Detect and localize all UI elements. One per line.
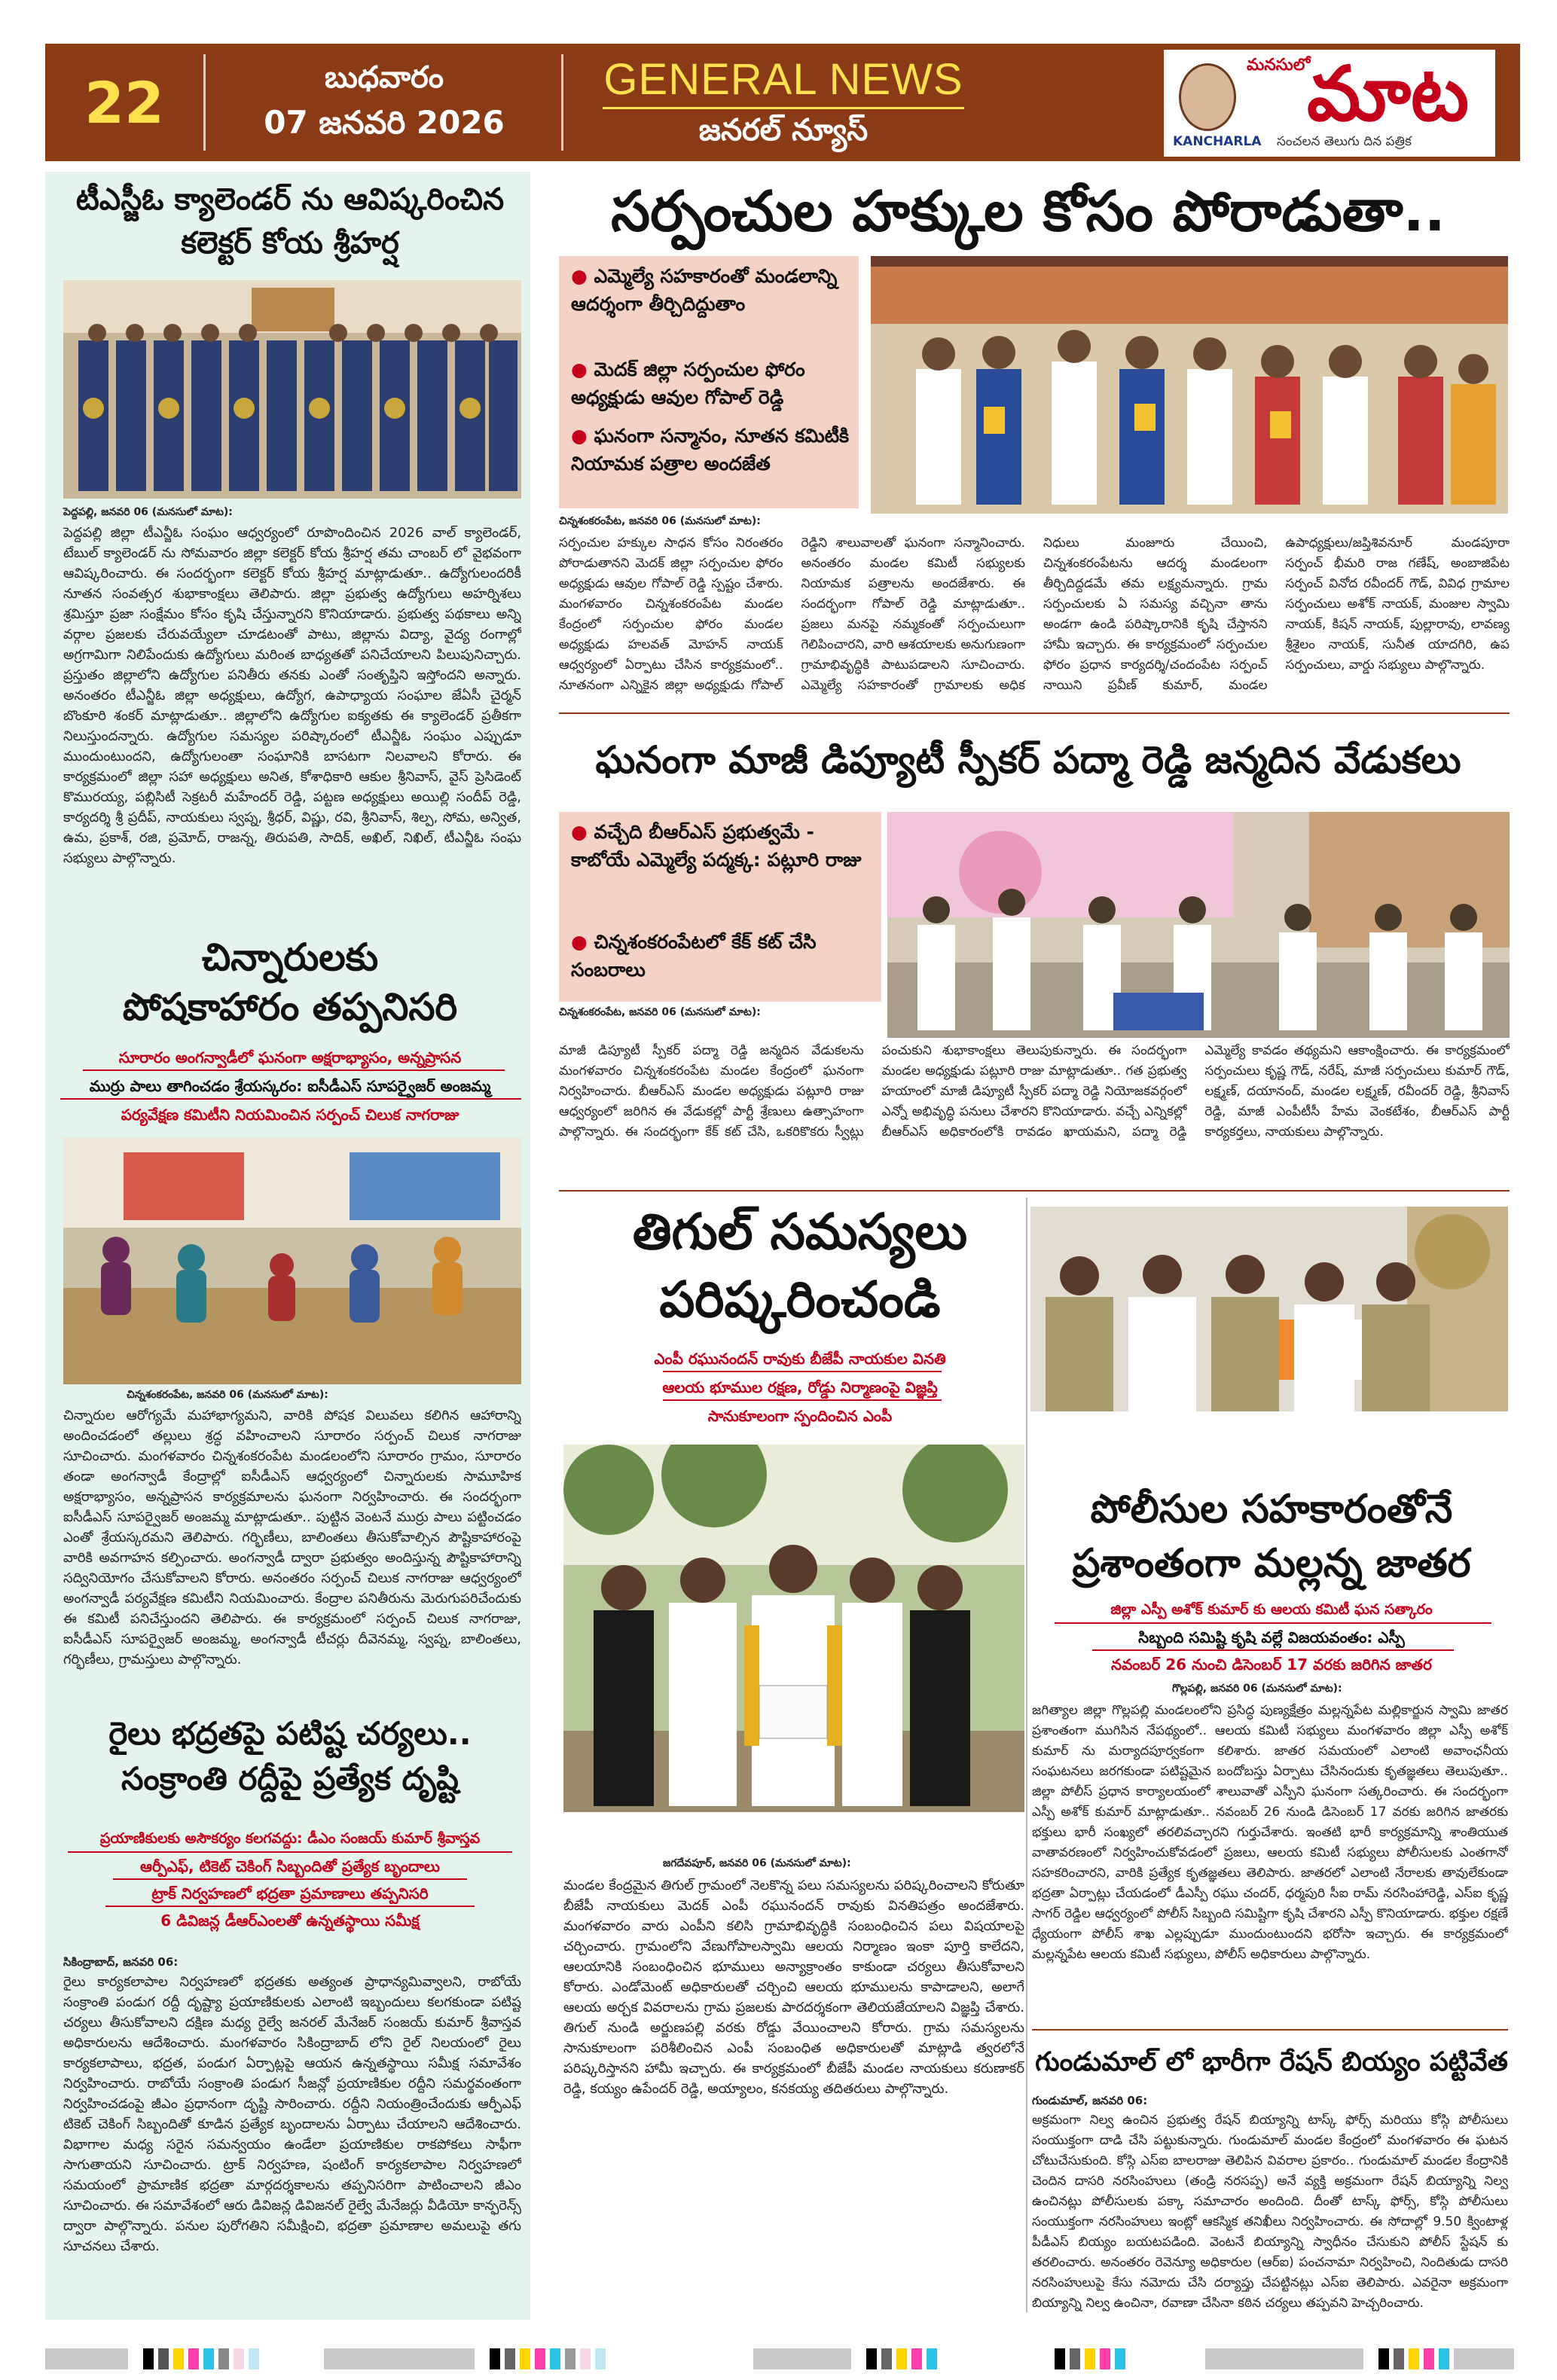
jatara-sub-2: సిబ్బంది సమిష్టి కృషి వల్లే విజయవంతం: ఎస్పీ xyxy=(1138,1628,1405,1646)
print-color-bar xyxy=(188,2348,199,2369)
print-color-bar xyxy=(203,2348,214,2369)
tigul-photo xyxy=(563,1445,1024,1812)
tigul-sub-underline xyxy=(663,1399,942,1401)
jatara-sub-underline xyxy=(1092,1649,1454,1651)
print-color-bar xyxy=(234,2348,244,2369)
print-color-bar xyxy=(1378,2348,1389,2369)
print-color-bar xyxy=(881,2348,892,2369)
header-date: 07 జనవరి 2026 xyxy=(264,104,505,141)
article-divider xyxy=(559,712,1510,714)
print-color-bar xyxy=(866,2348,877,2369)
print-color-bar xyxy=(595,2348,606,2369)
tigul-headline-2: పరిష్కరించండి xyxy=(659,1271,941,1329)
print-color-bar xyxy=(927,2348,937,2369)
print-color-bar xyxy=(45,2348,128,2369)
nutrition-body: చిన్నారుల ఆరోగ్యమే మహాభాగ్యమని, వారికి పోషక విలువలు కలిగిన ఆహారాన్ని అందించడంలో తల్లులు శ్రద్ధ వహించాలని సూరారం సర్పంచ్ చిలుక నాగరాజు సూచించారు. మంగళవారం చిన్నశంకరంపేట మండలంలోని సూరారం గ్రామం, సూరారం తండా అంగన్వాడీ కేంద్రాల్లో ఐసీడీఎస్ ఆధ్వర్యంలో చిన్నారులకు సామూహిక అక్షరాభ్యాసం, అన్నప్రాసన కార్యక్రమాలను ఘనంగా నిర్వహించారు. ఈ సందర్భంగా ఐసీడీఎస్ సూపర్వైజర్ అంజమ్మ మాట్లాడుతూ.. పుట్టిన వెంటనే ముర్రు పాలు పట్టించడం ఎంతో శ్రేయస్కరమని తెలిపారు. గర్భిణీలు, బాలింతలు తీసుకోవాల్సిన పౌష్టికాహారంపై వారికి అవగాహన కల్పించారు. అంగన్వాడీ ద్వారా ప్రభుత్వం అందిస్తున్న పౌష్టికాహారాన్ని సద్వినియోగం చేసుకోవాలని కోరారు. అనంతరం సర్పంచ్ చిలుక నాగరాజు ఆధ్వర్యంలో అంగన్వాడీ పర్యవేక్షణ కమిటీని నియమించారు. కేంద్రాల పనితీరును మెరుగుపరిచేందుకు ఈ కమిటీ పనిచేస్తుందని తెలిపారు. ఈ కార్యక్రమంలో సర్పంచ్ చిలుక నాగరాజు, ఐసీడీఎస్ సూపర్వైజర్ అంజమ్మ, అంగన్వాడీ టీచర్లు దీవెనమ్మ, స్వప్న, బాలింతలు, గర్భిణీలు, గ్రామస్తులు పాల్గొన్నారు. xyxy=(63,1408,521,1668)
nutrition-sub-1: సూరారం అంగన్వాడీలో ఘనంగా అక్షరాభ్యాసం, అన్నప్రాసన xyxy=(118,1048,462,1066)
logo-small-text: మనసులో xyxy=(1247,56,1311,75)
print-color-bar xyxy=(143,2348,154,2369)
padma-photo xyxy=(887,812,1510,1038)
rail-headline-1: రైలు భద్రతపై పటిష్ట చర్యలు.. xyxy=(108,1715,472,1752)
logo-name: మాట xyxy=(1307,50,1470,138)
print-color-bar xyxy=(1070,2348,1080,2369)
print-color-bar xyxy=(1205,2348,1363,2369)
sarpanch-bullet: ● మెదక్ జిల్లా సర్పంచుల ఫోరం అధ్యక్షుడు ఆవుల గోపాల్ రెడ్డి xyxy=(571,359,805,408)
nutrition-sub-underline xyxy=(60,1098,521,1100)
logo-portrait xyxy=(1179,63,1236,131)
print-color-bar xyxy=(249,2348,259,2369)
tsgo-photo xyxy=(63,280,521,499)
print-color-bar xyxy=(550,2348,560,2369)
rail-sub-1: ప్రయాణికులకు అసౌకర్యం కలగవద్దు: డీఎం సంజయ్ కుమార్ శ్రీవాస్తవ xyxy=(99,1830,481,1847)
sarpanch-bullet: ● ఎమ్మెల్యే సహకారంతో మండలాన్ని ఆదర్శంగా తీర్చిదిద్దుతాం xyxy=(571,265,838,315)
nutrition-sub-2: ముర్రు పాలు తాగించడం శ్రేయస్కరం: ఐసీడీఎస్ సూపర్వైజర్ అంజమ్మ xyxy=(89,1077,491,1095)
print-color-bar xyxy=(1085,2348,1095,2369)
rail-sub-4: 6 డివిజన్ల డీఆర్ఎంలతో ఉన్నతస్థాయి సమీక్ష xyxy=(160,1912,420,1930)
print-color-bar xyxy=(911,2348,922,2369)
print-color-bar xyxy=(535,2348,545,2369)
print-color-bar xyxy=(1394,2348,1404,2369)
article-divider xyxy=(559,1190,1510,1192)
section-title-te: జనరల్ న్యూస్ xyxy=(698,113,869,148)
sarpanch-bullet: ● ఘనంగా సన్మానం, నూతన కమిటీకి నియామక పత్రాల అందజేత xyxy=(571,425,850,474)
jatara-headline-1: పోలీసుల సహకారంతోనే xyxy=(1090,1487,1453,1532)
header-day: బుధవారం xyxy=(325,60,444,95)
print-color-bar xyxy=(1409,2348,1419,2369)
nutrition-dateline: చిన్నశంకరంపేట, జనవరి 06 (మనసులో మాట): xyxy=(127,1389,328,1401)
jatara-sub-3: నవంబర్ 26 నుంచి డిసెంబర్ 17 వరకు జరిగిన జాతర xyxy=(1111,1655,1432,1674)
logo-brand: KANCHARLA xyxy=(1173,134,1262,149)
print-color-bar xyxy=(158,2348,169,2369)
rail-sub-underline xyxy=(68,1851,512,1853)
ration-headline: గుండుమాల్ లో భారీగా రేషన్ బియ్యం పట్టివేత xyxy=(1035,2047,1508,2077)
jatara-dateline: గొల్లపల్లి, జనవరి 06 (మనసులో మాట): xyxy=(1172,1683,1342,1695)
print-color-bar xyxy=(490,2348,500,2369)
sarpanch-body: సర్పంచుల హక్కుల సాధన కోసం నిరంతరం పోరాడుతానని మెదక్ జిల్లా సర్పంచుల ఫోరం అధ్యక్షుడు ఆవుల గోపాల్ రెడ్డి స్పష్టం చేశారు. మంగళవారం చిన్నశంకరంపేట మండల కేంద్రంలో సర్పంచుల ఫోరం మండల అధ్యక్షుడు హలవత్ మోహన్ నాయక్ ఆధ్వర్యంలో ఏర్పాటు చేసిన కార్యక్రమంలో.. నూతనంగా ఎన్నికైన జిల్లా అధ్యక్షుడు గోపాల్ రెడ్డిని శాలువాలతో ఘనంగా సన్మానించారు. అనంతరం మండల కమిటీ సభ్యులకు నియామక పత్రాలను అందజేశారు. ఈ సందర్భంగా గోపాల్ రెడ్డి మాట్లాడుతూ.. ప్రజలు మనపై నమ్మకంతో సర్పంచులుగా గెలిపించారని, వారి ఆశయాలకు అనుగుణంగా గ్రామాభివృద్ధికి పాటుపడాలని సూచించారు. ఎమ్మెల్యే సహకారంతో గ్రామాలకు అధిక నిధులు మంజూరు చేయించి, చిన్నశంకరంపేటను ఆదర్శ మండలంగా తీర్చిదిద్దడమే తమ లక్ష్యమన్నారు. గ్రామ సర్పంచులకు ఏ సమస్య వచ్చినా తాను అండగా ఉండి పరిష్కారానికి కృషి చేస్తానని హామీ ఇచ్చారు. ఈ కార్యక్రమంలో సర్పంచుల ఫోరం ప్రధాన కార్యదర్శి/చందంపేట సర్పంచ్ నాయిని ప్రవీణ్ కుమార్, మండల ఉపాధ్యక్షులు/జప్తిశివనూర్ మండపూరా సర్పంచ్ భీమరి రాజ గణేష్, అంబాజిపేట సర్పంచ్ వినోద రవీందర్ గౌడ్, వివిధ గ్రామాల సర్పంచులు అశోక్ నాయక్, మంజుల స్వామి నాయక్, కిషన్ నాయక్, పుల్లారావు, లావణ్య శ్రీశైలం నాయక్, సునీత యాదగిరి, ఉప సర్పంచులు, వార్డు సభ్యులు పాల్గొన్నారు. xyxy=(559,536,1510,693)
tigul-sub-2: ఆలయ భూముల రక్షణ, రోడ్డు నిర్మాణంపై విజ్ఞప్తి xyxy=(662,1378,938,1396)
rail-sub-underline xyxy=(105,1906,475,1907)
ration-body: అక్రమంగా నిల్వ ఉంచిన ప్రభుత్వ రేషన్ బియ్యాన్ని టాస్క్ ఫోర్స్ మరియు కోస్గి పోలీసులు సంయుక్తంగా దాడి చేసి పట్టుకున్నారు. గుండుమాల్ మండల కేంద్రంలో మంగళవారం ఈ ఘటన చోటుచేసుకుంది. కోస్గి ఎస్ఐ బాలరాజు తెలిపిన వివరాల ప్రకారం.. గుండుమాల్ మండల కేంద్రానికి చెందిన దాసరి నరసింహులు (తండ్రి నరసప్ప) అనే వ్యక్తి అక్రమంగా రేషన్ బియ్యాన్ని నిల్వ ఉంచినట్లు పోలీసులకు పక్కా సమాచారం అందింది. దీంతో టాస్క్ ఫోర్స్, కోస్గి పోలీసులు సంయుక్తంగా నరసింహులు ఇంట్లో ఆకస్మిక తనిఖీలు నిర్వహించారు. ఈ సోదాల్లో 9.50 క్వింటాళ్ల పీడీఎస్ బియ్యం బయటపడింది. వెంటనే బియ్యాన్ని స్వాధీనం చేసుకుని పోలీస్ స్టేషన్ కు తరలించారు. అనంతరం రెవెన్యూ అధికారుల (ఆర్ఐ) పంచనామా నిర్వహించి, నిందితుడు దాసరి నరసింహులుపై కేసు నమోదు చేసి దర్యాప్తు చేపట్టినట్లు ఎస్ఐ తెలిపారు. ఎవరైనా అక్రమంగా బియ్యాన్ని నిల్వ ఉంచినా, రవాణా చేసినా కఠిన చర్యలు తప్పవని హెచ్చరించారు. xyxy=(1032,2113,1508,2311)
print-color-bar xyxy=(324,2348,475,2369)
print-color-bar xyxy=(1055,2348,1065,2369)
rail-dateline: సికింద్రాబాద్, జనవరి 06: xyxy=(63,1955,179,1969)
rail-sub-3: ట్రాక్ నిర్వహణలో భద్రతా ప్రమాణాలు తప్పనిసరి xyxy=(151,1884,429,1902)
rail-body: రైలు కార్యకలాపాల నిర్వహణలో భద్రతకు అత్యంత ప్రాధాన్యమివ్వాలని, రాబోయే సంక్రాంతి పండుగ రద్దీ దృష్ట్యా ప్రయాణికులకు ఎలాంటి ఇబ్బందులు కలగకుండా పటిష్ట చర్యలు తీసుకోవాలని దక్షిణ మధ్య రైల్వే జనరల్ మేనేజర్ సంజయ్ కుమార్ శ్రీవాస్తవ అధికారులను ఆదేశించారు. మంగళవారం సికింద్రాబాద్ లోని రైల్ నిలయంలో రైలు కార్యకలాపాలు, భద్రత, పండుగ ఏర్పాట్లపై ఆయన ఉన్నతస్థాయి సమీక్ష సమావేశం నిర్వహించారు. రాబోయే సంక్రాంతి పండుగ సీజన్లో ప్రయాణికుల రద్దీని సమర్థవంతంగా నిర్వహించడంపై జీఎం ప్రధానంగా దృష్టి సారించారు. రద్దీని నియంత్రించేందుకు ఆర్పీఎఫ్ టికెట్ చెకింగ్ సిబ్బందితో కూడిన ప్రత్యేక బృందాలను ఏర్పాటు చేయాలని ఆదేశించారు. విభాగాల మధ్య సరైన సమన్వయం ఉండేలా ప్రయాణికుల రాకపోకలు సాఫీగా సాగుతాయని సూచించారు. ట్రాక్ నిర్వహణ, షంటింగ్ కార్యకలాపాల నిర్వహణలో సమయంలో ప్రామాణిక భద్రతా మార్గదర్శకాలను తప్పనిసరిగా పాటించాలని జీఎం సూచించారు. ఈ సమావేశంలో ఆరు డివిజన్ల డివిజనల్ రైల్వే మేనేజర్లు వీడియో కాన్ఫరెన్స్ ద్వారా పాల్గొన్నారు. పనుల పురోగతిని సమీక్షించి, భద్రతా ప్రమాణాల అమలుపై తగు సూచనలు చేశారు. xyxy=(63,1974,521,2254)
print-color-bar xyxy=(1439,2348,1449,2369)
page-number: 22 xyxy=(84,69,164,136)
header-divider xyxy=(561,54,563,151)
tigul-sub-underline xyxy=(663,1371,942,1372)
print-color-bar xyxy=(1100,2348,1110,2369)
sarpanch-headline: సర్పంచుల హక్కుల కోసం పోరాడుతా.. xyxy=(611,179,1446,244)
print-color-bar xyxy=(580,2348,591,2369)
sarpanch-dateline: చిన్నశంకరంపేట, జనవరి 06 (మనసులో మాట): xyxy=(559,515,761,527)
section-title-en: GENERAL NEWS xyxy=(603,55,963,104)
column-rule xyxy=(1026,1198,1027,2312)
nutrition-photo xyxy=(63,1137,521,1384)
jatara-sub-underline xyxy=(1055,1622,1491,1624)
nutrition-headline-1: చిన్నారులకు xyxy=(201,935,379,979)
logo-tagline: సంచలన తెలుగు దిన పత్రిక xyxy=(1277,134,1412,149)
jatara-sub-1: జిల్లా ఎస్పీ అశోక్ కుమార్ కు ఆలయ కమిటీ ఘన సత్కారం xyxy=(1110,1601,1433,1618)
padma-headline: ఘనంగా మాజీ డిప్యూటీ స్పీకర్ పద్మా రెడ్డి జన్మదిన వేడుకలు xyxy=(595,738,1461,782)
tsgo-body: పెద్దపల్లి జిల్లా టీఎన్జీఓ సంఘం ఆధ్వర్యంలో రూపొందించిన 2026 వాల్ క్యాలెండర్, టేబుల్ క్యాలెండర్ ను సోమవారం జిల్లా కలెక్టర్ కోయ శ్రీహర్ష తమ చాంబర్ లో వైభవంగా ఆవిష్కరించారు. ఈ సందర్భంగా కలెక్టర్ కోయ శ్రీహర్ష మాట్లాడుతూ.. ఉద్యోగులందరికీ నూతన సంవత్సర శుభాకాంక్షలు తెలిపారు. జిల్లా ప్రభుత్వ ఉద్యోగులు అహర్నిశలు శ్రమిస్తూ ప్రజా సంక్షేమం కోసం కృషి చేస్తున్నారని కొనియాడారు. ప్రభుత్వ పథకాలు అన్ని వర్గాల ప్రజలకు చేరువయ్యేలా చూడటంతో పాటు, జిల్లాను విద్యా, వైద్య రంగాల్లో అగ్రగామిగా నిలిపేందుకు ఉద్యోగులు మరింత బాధ్యతతో పనిచేయాలని పిలుపునిచ్చారు. ప్రస్తుతం జిల్లాలోని ఉద్యోగుల పనితీరు తనకు ఎంతో సంతృప్తిని ఇస్తోందని అన్నారు. అనంతరం టీఎన్జీఓ జిల్లా అధ్యక్షులు, ఉద్యోగ, ఉపాధ్యాయ సంఘాల జేఏసీ చైర్మన్ బొంకూరి శంకర్ మాట్లాడుతూ.. జిల్లాలోని ఉద్యోగుల ఐక్యతకు ఈ క్యాలెండర్ ప్రతీకగా నిలుస్తుందన్నారు. ఉద్యోగుల సమస్యల పరిష్కారంలో టీఎన్జీఓ సంఘం ఎప్పుడూ ముందుంటుందని, ఉద్యోగులంతా సంఘానికి బాసటగా నిలవాలని కోరారు. ఈ కార్యక్రమంలో జిల్లా సహా అధ్యక్షులు అనిత, కోశాధికారి ఆకుల శ్రీనివాస్, వైస్ ప్రెసిడెంట్ కొమురయ్య, పబ్లిసిటీ సెక్రటరీ మహేందర్ రెడ్డి, పట్టణ అధ్యక్షులు అయిల్లి సందీప్ రెడ్డి, కార్యదర్శి శ్రీ ప్రదీప్, నాయకులు స్వప్న, శ్రీధర్, విష్ణు, రవి, శ్రీనివాస్, శిల్ప, సోమ, అన్విత, ఉమ, ప్రకాశ్, రజి, ప్రమోద్, రాజన్న, తిరుపతి, సాదిక్, అఖిల్, నిఖిల్, టీఎన్జీఓ సంఘ సభ్యులు పాల్గొన్నారు. xyxy=(63,525,521,866)
print-color-bar xyxy=(218,2348,229,2369)
tigul-sub-3: సానుకూలంగా స్పందించిన ఎంపీ xyxy=(707,1407,893,1425)
rail-sub-2: ఆర్పీఎఫ్, టికెట్ చెకింగ్ సిబ్బందితో ప్రత్యేక బృందాలు xyxy=(140,1857,440,1875)
tigul-body: మండల కేంద్రమైన తిగుల్ గ్రామంలో నెలకొన్న పలు సమస్యలను పరిష్కరించాలని కోరుతూ బీజేపీ నాయకులు మెదక్ ఎంపీ రఘునందన్ రావుకు వినతిపత్రం అందజేశారు. మంగళవారం వారు ఎంపీని కలిసి గ్రామాభివృద్ధికి సంబంధించిన పలు విషయాలపై చర్చించారు. గ్రామంలోని వేణుగోపాలస్వామి ఆలయ నిర్మాణం ఇంకా పూర్తి కాలేదని, ఆలయానికి సంబంధించిన భూములు అన్యాక్రాంతం కాకుండా చర్యలు తీసుకోవాలని కోరారు. ఎండోమెంట్ అధికారులతో చర్చించి ఆలయ భూములను కాపాడాలని, అలాగే ఆలయ అర్చక వివరాలను గ్రామ ప్రజలకు పారదర్శకంగా తెలియజేయాలని విజ్ఞప్తి చేశారు. తిగుల్ నుండి అర్జుణపల్లి వరకు రోడ్డు వేయించాలని కోరారు. గ్రామ సమస్యలను సానుకూలంగా పరిశీలించిన ఎంపీ సంబంధిత అధికారులతో మాట్లాడి త్వరలోనే పరిష్కరిస్తానని హామీ ఇచ్చారు. ఈ కార్యక్రమంలో బీజేపీ మండల నాయకులు కరుణాకర్ రెడ్డి, కయ్యం ఉపేందర్ రెడ్డి, అయ్యాలం, కనకయ్య తదితరులు పాల్గొన్నారు. xyxy=(563,1878,1024,2097)
nutrition-sub-underline xyxy=(83,1069,505,1071)
print-color-bar xyxy=(505,2348,515,2369)
rail-headline-2: సంక్రాంతి రద్దీపై ప్రత్యేక దృష్టి xyxy=(121,1760,459,1797)
jatara-body: జగిత్యాల జిల్లా గొల్లపల్లి మండలంలోని ప్రసిద్ధ పుణ్యక్షేత్రం మల్లన్నపేట మల్లికార్జున స్వామి జాతర ప్రశాంతంగా ముగిసిన నేపథ్యంలో.. ఆలయ కమిటీ సభ్యులు మంగళవారం జిల్లా ఎస్పీ అశోక్ కుమార్ ను మర్యాదపూర్వకంగా కలిశారు. జాతర సమయంలో ఎలాంటి అవాంఛనీయ సంఘటనలు జరగకుండా పటిష్టమైన బందోబస్తు ఏర్పాటు చేసినందుకు కృతజ్ఞతలు తెలుపుతూ.. జిల్లా పోలీస్ ప్రధాన కార్యాలయంలో శాలువాతో ఎస్పీని ఘనంగా సత్కరించారు. ఈ సందర్భంగా ఎస్పీ అశోక్ కుమార్ మాట్లాడుతూ.. నవంబర్ 26 నుండి డిసెంబర్ 17 వరకు జరిగిన జాతరకు భక్తులు భారీ సంఖ్యలో తరలివచ్చారని గుర్తుచేశారు. ఇంతటి భారీ కార్యక్రమాన్ని శాంతియుత వాతావరణంలో నిర్వహించుకోవడంలో ప్రజలు, ఆలయ కమిటీ సభ్యులు పోలీసులకు ఎంతగానో సహకరించారని, వారికి ప్రత్యేక కృతజ్ఞతలు తెలిపారు. జాతరలో ఎలాంటి నేరాలకు తావులేకుండా భద్రతా ఏర్పాట్లు చేయడంలో డీఎస్పీ రఘు చందర్, ధర్మపురి సీఐ రామ్ నరసింహారెడ్డి, ఎస్ఐ కృష్ణ సాగర్ రెడ్డిల ఆధ్వర్యంలో పోలీస్ సిబ్బంది సమిష్టిగా కృషి చేశారని ఎస్పీ కొనియాడారు. భక్తుల రక్షణే ధ్యేయంగా పోలీస్ శాఖ ఎల్లప్పుడూ ముందుంటుందని భరోసా ఇచ్చారు. ఈ కార్యక్రమంలో మల్లన్నపేట ఆలయ కమిటీ సభ్యులు, పోలీస్ అధికారులు పాల్గొన్నారు. xyxy=(1032,1703,1508,1962)
tsgo-headline: టీఎస్జీఓ క్యాలెండర్ ను ఆవిష్కరించిన కలెక్టర్ కోయ శ్రీహర్ష xyxy=(75,182,505,261)
print-color-bar xyxy=(1454,2348,1514,2369)
tigul-sub-1: ఎంపీ రఘునందన్ రావుకు బీజేపీ నాయకుల వినతి xyxy=(654,1350,946,1368)
padma-bullet: ● చిన్నశంకరంపేటలో కేక్ కట్ చేసి సంబరాలు xyxy=(571,931,817,981)
newspaper-logo xyxy=(1164,50,1495,157)
jatara-headline-2: ప్రశాంతంగా మల్లన్న జాతర xyxy=(1072,1541,1471,1586)
print-color-bar xyxy=(1115,2348,1125,2369)
print-color-bar xyxy=(520,2348,530,2369)
article-divider xyxy=(1032,2029,1508,2031)
header-divider xyxy=(203,54,206,151)
print-color-bar xyxy=(565,2348,575,2369)
print-color-bar xyxy=(1424,2348,1434,2369)
nutrition-sub-3: పర్యవేక్షణ కమిటీని నియమించిన సర్పంచ్ చిలుక నాగరాజు xyxy=(121,1106,459,1124)
jatara-photo xyxy=(1030,1207,1508,1411)
sarpanch-photo xyxy=(871,256,1508,514)
print-color-bar xyxy=(896,2348,907,2369)
section-underline xyxy=(603,107,964,109)
padma-dateline: చిన్నశంకరంపేట, జనవరి 06 (మనసులో మాట): xyxy=(559,1006,761,1018)
padma-bullet: ● వచ్చేది బీఆర్ఎస్ ప్రభుత్వమే - కాబోయే ఎమ్మెల్యే పద్మక్క: పట్లూరి రాజు xyxy=(571,821,862,871)
ration-dateline: గుండుమాల్, జనవరి 06: xyxy=(1032,2094,1148,2107)
rail-sub-underline xyxy=(113,1878,467,1880)
tigul-headline-1: తిగుల్ సమస్యలు xyxy=(632,1203,968,1261)
print-color-bar xyxy=(753,2348,851,2369)
print-color-bar xyxy=(173,2348,184,2369)
tigul-dateline: జగదేవపూర్, జనవరి 06 (మనసులో మాట): xyxy=(663,1857,851,1869)
nutrition-headline-2: పోషకాహారం తప్పనిసరి xyxy=(122,985,458,1029)
padma-body: మాజీ డిప్యూటీ స్పీకర్ పద్మా రెడ్డి జన్మదిన వేడుకలను మంగళవారం చిన్నశంకరంపేట మండల కేంద్రంలో ఘనంగా నిర్వహించారు. బీఆర్ఎస్ మండల అధ్యక్షుడు పట్లూరి రాజు ఆధ్వర్యంలో జరిగిన ఈ వేడుకల్లో పార్టీ శ్రేణులు ఉత్సాహంగా పాల్గొన్నారు. ఈ సందర్భంగా కేక్ కట్ చేసి, ఒకరికొకరు స్వీట్లు పంచుకుని శుభాకాంక్షలు తెలుపుకున్నారు. ఈ సందర్భంగా మండల అధ్యక్షుడు పట్లూరి రాజు మాట్లాడుతూ.. గత ప్రభుత్వ హయాంలో మాజీ డిప్యూటీ స్పీకర్ పద్మా రెడ్డి నియోజకవర్గంలో ఎన్నో అభివృద్ధి పనులు చేశారని కొనియాడారు. వచ్చే ఎన్నికల్లో బీఆర్ఎస్ అధికారంలోకి రావడం ఖాయమని, పద్మా రెడ్డి ఎమ్మెల్యే కావడం తథ్యమని ఆకాంక్షించారు. ఈ కార్యక్రమంలో సర్పంచులు కృష్ణ గౌడ్, నరేష్, మాజీ సర్పంచులు కుమార్ గౌడ్, లక్ష్మణ్, దయానంద్, మండల లక్ష్మణ్, రవీందర్ రెడ్డి, శ్రీనివాస్ రెడ్డి, మాజీ ఎంపీటీసీ హేమ వెంకటేశం, బీఆర్ఎస్ పార్టీ కార్యకర్తలు, నాయకులు పాల్గొన్నారు. xyxy=(559,1043,1510,1140)
tsgo-dateline: పెద్దపల్లి, జనవరి 06 (మనసులో మాట): xyxy=(63,506,233,518)
